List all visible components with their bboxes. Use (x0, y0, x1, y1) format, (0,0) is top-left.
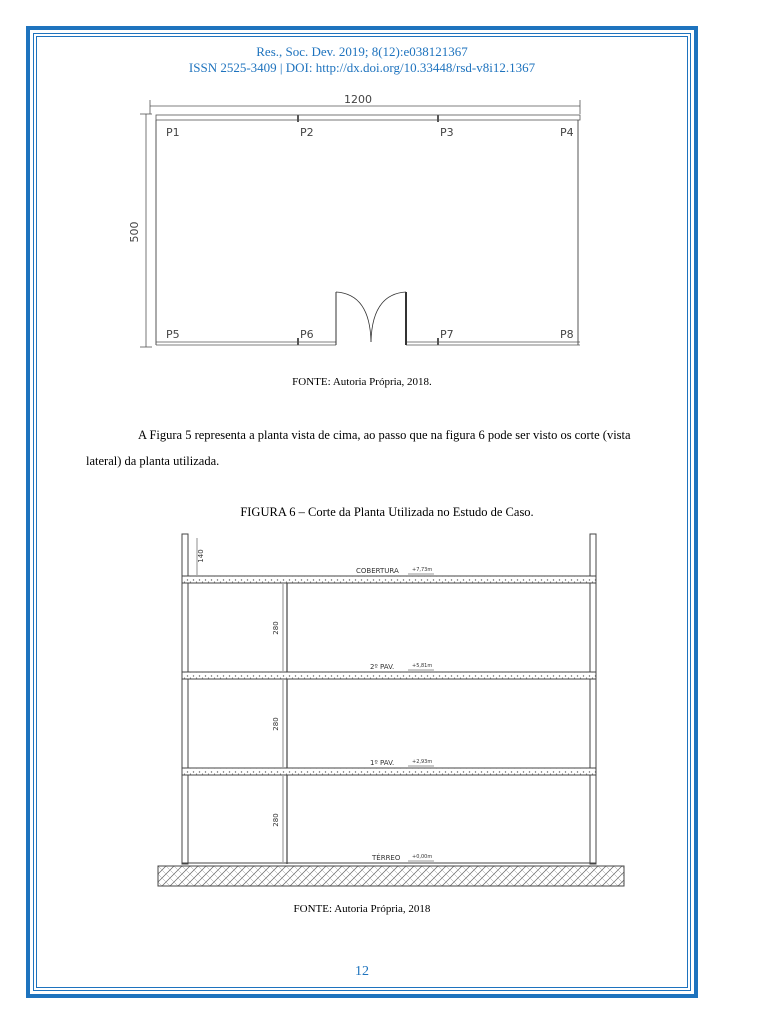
body-paragraph (86, 422, 642, 474)
dim-floor: 280 (272, 621, 280, 635)
floor-plan-figure (130, 92, 590, 362)
page-number: 12 (355, 964, 369, 979)
pillar-label: P2 (300, 126, 314, 139)
slab-1pav (182, 768, 596, 775)
pillar-label: P1 (166, 126, 180, 139)
dim-floor: 280 (272, 717, 280, 731)
dim-label-width: 1200 (344, 93, 372, 106)
pillar-label: P8 (560, 328, 574, 341)
figure6-title: FIGURA 6 – Corte da Planta Utilizada no Estudo de Caso. (240, 505, 534, 519)
level-elevation: +5,81m (412, 663, 433, 669)
figure6-source: FONTE: Autoria Própria, 2018 (293, 903, 431, 915)
ground-hatch (158, 866, 624, 886)
paragraph-text: A Figura 5 representa a planta vista de cima, ao passo que na figura 6 pode ser visto os corte (vista lateral) da planta utilizada. (86, 428, 631, 468)
level-elevation: +0,00m (412, 854, 433, 860)
pillar-label: P6 (300, 328, 314, 341)
pillar-label: P4 (560, 126, 574, 139)
dim-label-height: 500 (128, 221, 141, 243)
slab-2pav (182, 672, 596, 679)
level-elevation: +7,73m (412, 567, 433, 573)
level-label: 1º PAV. (370, 759, 395, 767)
level-label: 2º PAV. (370, 663, 395, 671)
section-figure (150, 530, 630, 892)
level-elevation: +2,93m (412, 759, 433, 765)
slab-cobertura (182, 576, 596, 583)
wall-top (156, 115, 580, 120)
journal-citation: Res., Soc. Dev. 2019; 8(12):e038121367 (256, 44, 468, 59)
level-label: COBERTURA (356, 567, 399, 575)
level-label: TÉRREO (372, 854, 401, 862)
figure5-source: FONTE: Autoria Própria, 2018. (292, 376, 432, 388)
dim-floor: 280 (272, 813, 280, 827)
pillar-label: P3 (440, 126, 454, 139)
dim-parapet: 140 (197, 549, 205, 563)
pillar-label: P7 (440, 328, 454, 341)
pillar-label: P5 (166, 328, 180, 341)
journal-issn-doi: ISSN 2525-3409 | DOI: http://dx.doi.org/10.33448/rsd-v8i12.1367 (188, 60, 536, 75)
double-door-symbol (336, 292, 406, 345)
